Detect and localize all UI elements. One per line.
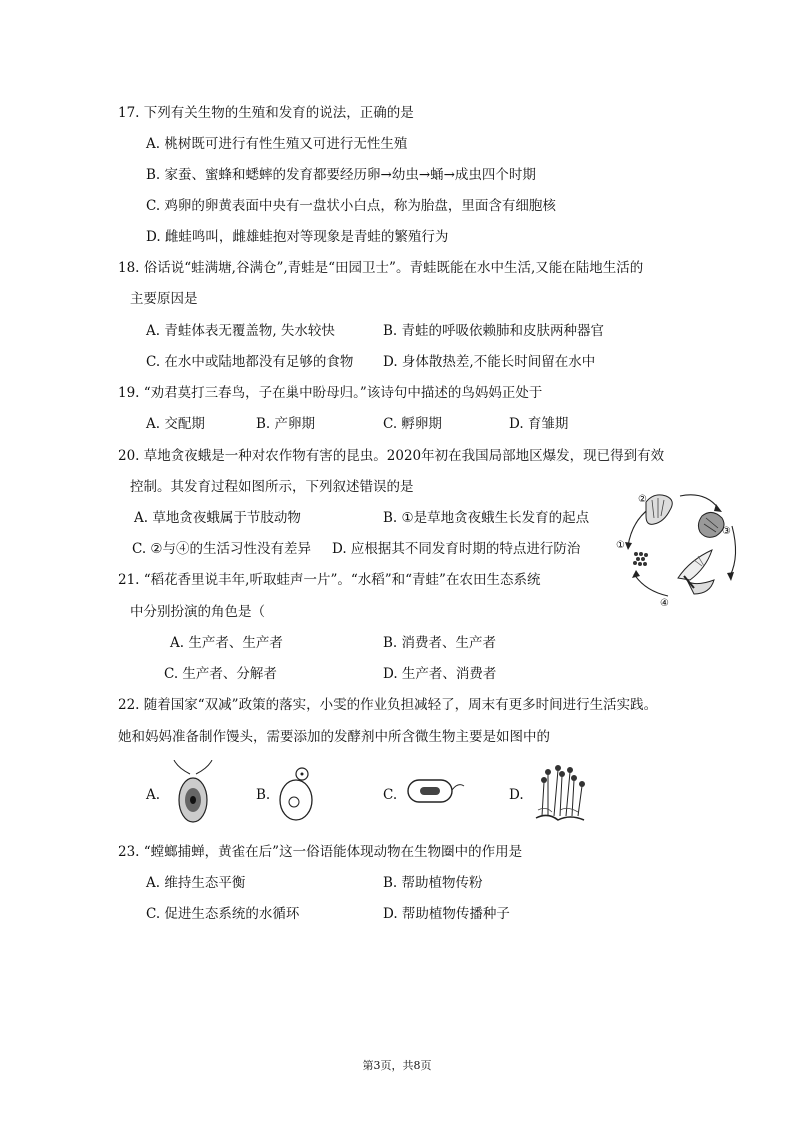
q23-option-d: D. 帮助植物传播种子 [383,906,510,922]
q22-stem-line1: 22. 随着国家“双减”政策的落实，小雯的作业负担减轻了，周末有更多时间进行生活实践。 [118,697,658,713]
stage-label-3: ③ [722,526,731,537]
q19-option-b: B. 产卵期 [256,416,316,432]
euglena-illustration [170,760,216,826]
q21-option-a: A. 生产者、生产者 [170,635,283,651]
q22-option-b: B. [256,787,271,803]
q23-option-a: A. 维持生态平衡 [146,875,246,891]
moth-life-cycle-figure [610,486,746,612]
q21-option-c: C. 生产者、分解者 [164,666,277,682]
q23-option-c: C. 促进生态系统的水循环 [146,906,300,922]
q21-option-b: B. 消费者、生产者 [383,635,497,651]
q17-option-c: C. 鸡卵的卵黄表面中央有一盘状小白点，称为胎盘，里面含有细胞核 [146,198,556,214]
q18-option-b: B. 青蛙的呼吸依赖肺和皮肤两种器官 [383,323,605,339]
q21-stem-line1: 21. “稻花香里说丰年,听取蛙声一片”。“水稻”和“青蛙”在农田生态系统 [118,572,541,588]
q20-option-d: D. 应根据其不同发育时期的特点进行防治 [332,541,581,557]
q17-option-a: A. 桃树既可进行有性生殖又可进行无性生殖 [146,136,408,152]
q20-option-c: C. ②与④的生活习性没有差异 [132,541,312,557]
q17-option-b: B. 家蚕、蜜蜂和蟋蟀的发育都要经历卵→幼虫→蛹→成虫四个时期 [146,167,536,183]
q22-stem-line2: 她和妈妈准备制作馒头，需要添加的发酵剂中所含微生物主要是如图中的 [118,729,550,745]
q20-stem-line2: 控制。其发育过程如图所示，下列叙述错误的是 [130,479,414,495]
stage-label-1: ① [616,540,625,551]
q20-option-b: B. ①是草地贪夜蛾生长发育的起点 [383,510,590,526]
yeast-illustration [276,764,322,824]
q19-stem: 19. “劝君莫打三春鸟，子在巢中盼母归。”该诗句中描述的鸟妈妈正处于 [118,385,543,401]
page-footer: 第3页，共8页 [362,1059,432,1072]
q18-stem-line2: 主要原因是 [130,291,198,307]
q21-option-d: D. 生产者、消费者 [383,666,497,682]
q17-option-d: D. 雌蛙鸣叫，雌雄蛙抱对等现象是青蛙的繁殖行为 [146,229,449,245]
q19-option-c: C. 孵卵期 [383,416,442,432]
q18-stem-line1: 18. 俗话说“蛙满塘,谷满仓”,青蛙是“田园卫士”。青蛙既能在水中生活,又能在陆地生活的 [118,260,644,276]
q19-option-d: D. 育雏期 [509,416,569,432]
mold-illustration [532,762,588,824]
stage-label-4: ④ [660,598,669,609]
q23-option-b: B. 帮助植物传粉 [383,875,483,891]
q20-option-a: A. 草地贪夜蛾属于节肢动物 [134,510,301,526]
q18-option-d: D. 身体散热差,不能长时间留在水中 [383,354,596,370]
q20-stem-line1: 20. 草地贪夜蛾是一种对农作物有害的昆虫。2020年初在我国局部地区爆发，现已得到有效 [118,448,665,464]
q18-option-a: A. 青蛙体表无覆盖物, 失水较快 [146,323,335,339]
q21-stem-line2: 中分别扮演的角色是（ [130,604,265,620]
q18-option-c: C. 在水中或陆地都没有足够的食物 [146,354,354,370]
bacterium-illustration [404,772,468,808]
stage-label-2: ② [638,494,647,505]
q22-option-d: D. [509,787,524,803]
q17-stem: 17. 下列有关生物的生殖和发育的说法，正确的是 [118,105,414,121]
q22-option-a: A. [146,787,161,803]
q19-option-a: A. 交配期 [146,416,205,432]
q22-option-c: C. [383,787,398,803]
q23-stem: 23. “螳螂捕蝉，黄雀在后”这一俗语能体现动物在生物圈中的作用是 [118,844,523,860]
